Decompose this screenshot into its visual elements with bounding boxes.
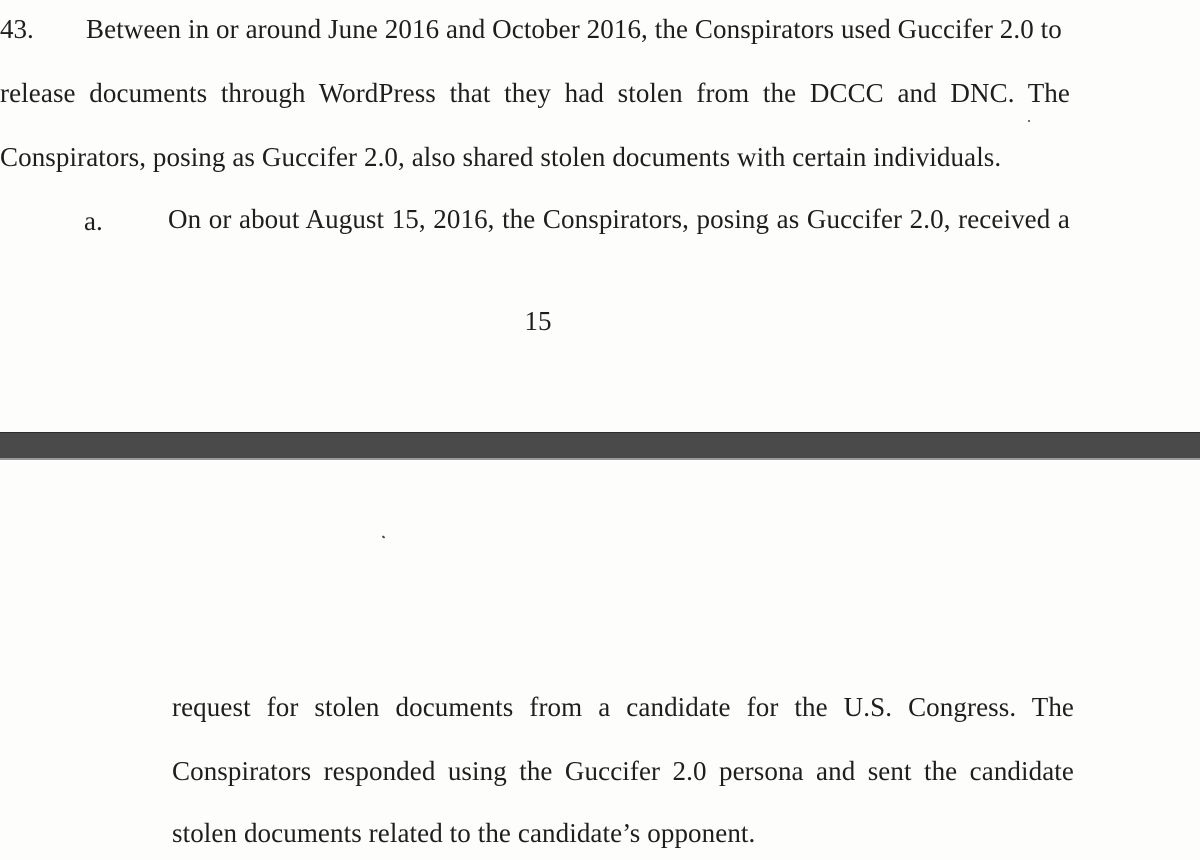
subparagraph-a-line-1: On or about August 15, 2016, the Conspirators, posing as Guccifer 2.0, received a bbox=[168, 204, 1070, 234]
subparagraph-label: a. bbox=[84, 206, 103, 236]
subparagraph-a-continued-line-3: stolen documents related to the candidate’s opponent. bbox=[172, 818, 756, 848]
page-break-divider bbox=[0, 432, 1200, 460]
subparagraph-a-continued-line-1: request for stolen documents from a candidate for the U.S. Congress. The bbox=[172, 692, 1074, 722]
paragraph-number: 43. bbox=[0, 14, 34, 44]
paragraph-43-line-1: Between in or around June 2016 and October 2016, the Conspirators used Guccifer 2.0 to bbox=[86, 14, 1062, 44]
scan-speck bbox=[382, 535, 386, 538]
page-gap bbox=[0, 432, 1200, 459]
page-number: 15 bbox=[524, 306, 552, 336]
paragraph-43-line-3: Conspirators, posing as Guccifer 2.0, also shared stolen documents with certain individuals. bbox=[0, 142, 1002, 172]
document-page-bottom bbox=[0, 460, 1200, 860]
scan-speck bbox=[1028, 120, 1030, 122]
subparagraph-a-continued-line-2: Conspirators responded using the Guccifer 2.0 persona and sent the candidate bbox=[172, 756, 1074, 786]
paragraph-43-line-2: release documents through WordPress that they had stolen from the DCCC and DNC. The bbox=[0, 78, 1070, 108]
